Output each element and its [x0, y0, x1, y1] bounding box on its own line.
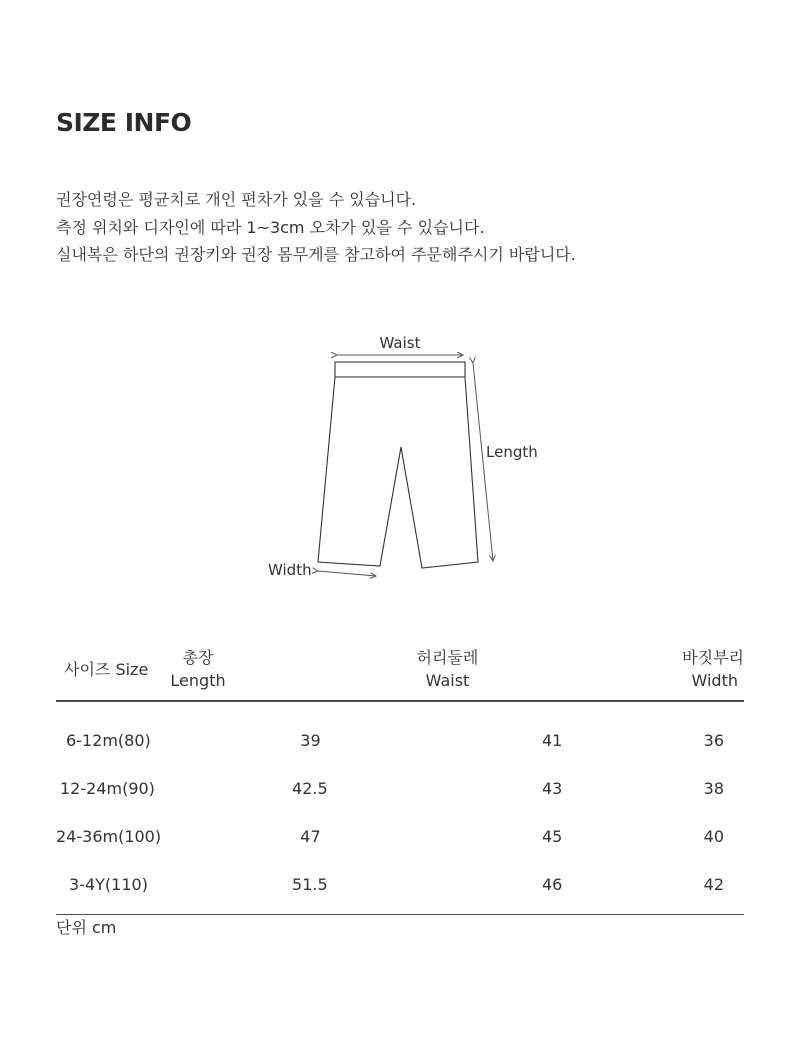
cell-width: 36	[703, 730, 724, 750]
header-size: 사이즈 Size	[56, 638, 163, 701]
size-notes	[56, 186, 576, 269]
cell-length: 47	[300, 826, 321, 846]
cell-width: 40	[703, 826, 724, 846]
note-item: 권장연령은 평균치로 개인 편차가 있을 수 있습니다.	[56, 190, 417, 209]
cell-width: 38	[703, 778, 724, 798]
header-width: 바짓부리 Width	[582, 638, 744, 701]
pants-body	[318, 377, 478, 568]
header-waist: 허리둘레 Waist	[433, 638, 583, 701]
table-row	[56, 764, 744, 812]
note-item: 측정 위치와 디자인에 따라 1~3cm 오차가 있을 수 있습니다.	[56, 217, 485, 237]
cell-length: 42.5	[292, 778, 328, 798]
pants-outline	[318, 362, 478, 568]
cell-length: 39	[300, 730, 321, 750]
diagram-length-label: Length	[486, 443, 538, 461]
table-row	[56, 812, 744, 860]
cell-waist: 46	[433, 860, 583, 915]
header-length: 총장 Length	[163, 638, 432, 701]
note-item: 실내복은 하단의 권장키와 권장 몸무게를 참고하여 주문해주시기 바랍니다.	[56, 245, 576, 264]
cell-waist: 43	[541, 778, 563, 798]
cell-waist: 41	[541, 730, 563, 750]
pants-waistband	[335, 362, 465, 377]
table-row	[56, 860, 744, 915]
cell-length: 51.5	[163, 860, 432, 915]
cell-waist: 45	[541, 826, 563, 846]
cell-width: 42	[582, 860, 744, 915]
table-header-row	[56, 638, 744, 701]
diagram-width-label: Width	[268, 561, 312, 579]
pants-measurement-diagram	[250, 325, 550, 585]
unit-note: 단위 cm	[56, 918, 117, 937]
cell-size: 3-4Y(110)	[56, 860, 163, 915]
table-row	[56, 701, 744, 764]
cell-size: 24-36m(100)	[56, 826, 162, 846]
width-arrow	[318, 571, 376, 576]
page-title: SIZE INFO	[56, 108, 192, 137]
cell-size: 6-12m(80)	[66, 730, 151, 750]
size-table	[56, 638, 744, 915]
diagram-waist-label: Waist	[379, 334, 421, 352]
cell-size: 12-24m(90)	[60, 778, 155, 798]
